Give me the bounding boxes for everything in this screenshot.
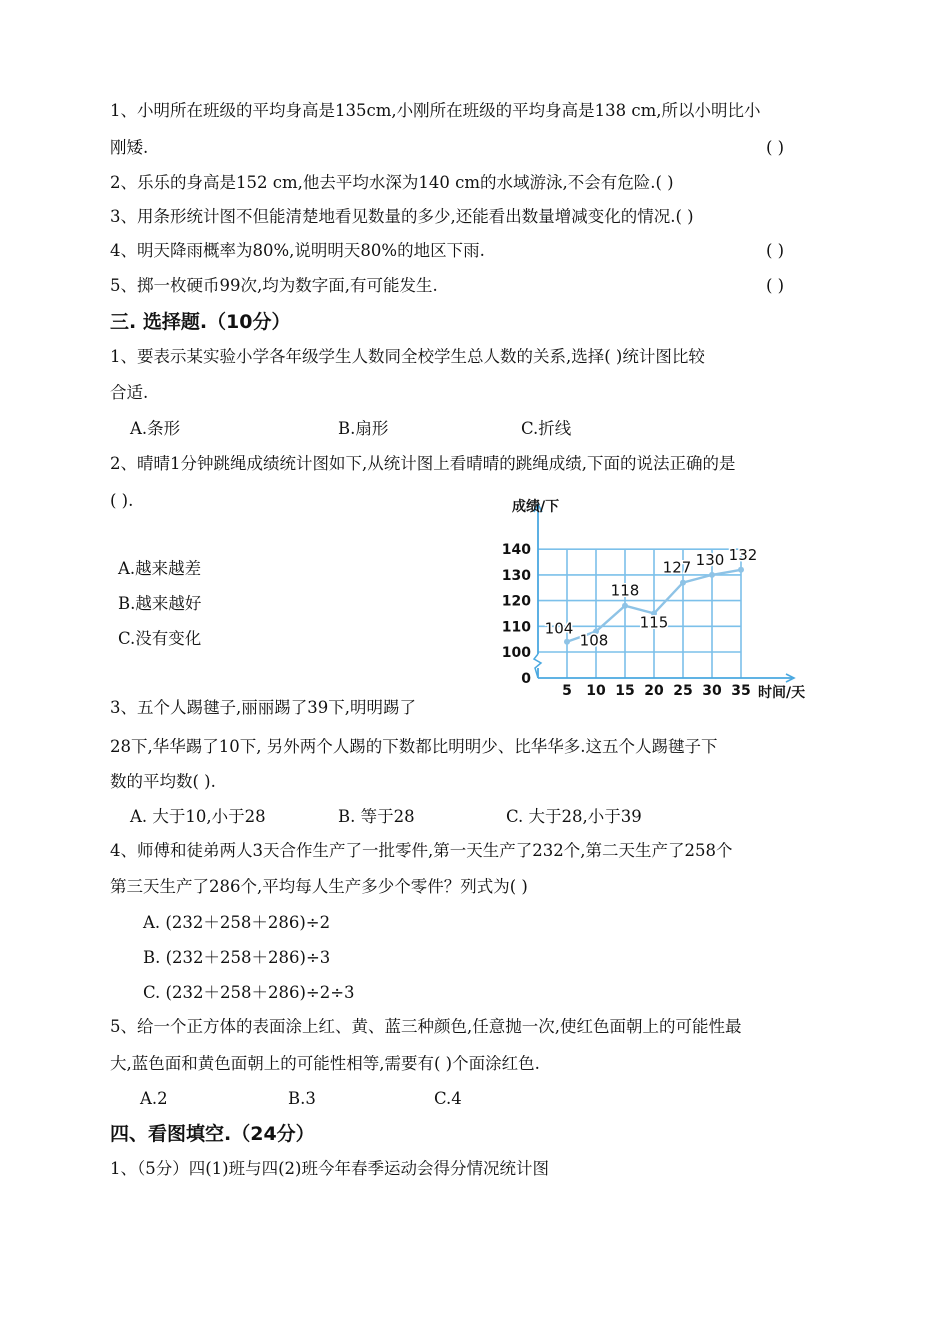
data-point — [680, 580, 686, 586]
y-tick-label: 120 — [501, 593, 531, 610]
data-point — [564, 639, 570, 645]
data-point — [738, 567, 744, 573]
data-label: 130 — [695, 550, 725, 569]
s3-q3-option-a[interactable]: A. 大于10,小于28 — [130, 807, 266, 826]
judge-q5: 5、掷一枚硬币99次,均为数字面,有可能发生. — [110, 276, 438, 295]
x-tick-label: 10 — [586, 683, 606, 699]
s4-q1: 1、（5分）四(1)班与四(2)班今年春季运动会得分情况统计图 — [110, 1159, 549, 1178]
x-tick-label: 5 — [562, 683, 572, 699]
s3-q4-option-b[interactable]: B. (232＋258＋286)÷3 — [143, 948, 331, 967]
s3-q5-option-c[interactable]: C.4 — [434, 1089, 462, 1108]
judge-q4: 4、明天降雨概率为80%,说明明天80%的地区下雨. — [110, 241, 485, 260]
y-axis-label: 成绩/下 — [512, 499, 560, 515]
s3-q1-line2: 合适. — [110, 383, 149, 402]
section4-heading: 四、看图填空.（24分） — [110, 1123, 315, 1145]
judge-q1-line2: 刚矮. — [110, 138, 149, 157]
s3-q5-option-b[interactable]: B.3 — [288, 1089, 316, 1108]
s3-q2-line1: 2、晴晴1分钟跳绳成绩统计图如下,从统计图上看晴晴的跳绳成绩,下面的说法正确的是 — [110, 454, 736, 473]
s3-q2-option-a[interactable]: A.越来越差 — [118, 559, 202, 578]
jump-rope-line-chart — [500, 490, 820, 702]
s3-q2-line2: ( ). — [110, 491, 134, 510]
judge-q5-answer[interactable]: ( ) — [766, 276, 785, 295]
s3-q1-option-c[interactable]: C.折线 — [521, 419, 572, 438]
s3-q5-option-a[interactable]: A.2 — [140, 1089, 168, 1108]
judge-q1-answer[interactable]: ( ) — [766, 138, 785, 157]
s3-q3-option-b[interactable]: B. 等于28 — [338, 807, 415, 826]
data-label: 118 — [610, 581, 640, 600]
s3-q4-line1: 4、师傅和徒弟两人3天合作生产了一批零件,第一天生产了232个,第二天生产了258个 — [110, 841, 733, 860]
s3-q5-line1: 5、给一个正方体的表面涂上红、黄、蓝三种颜色,任意抛一次,使红色面朝上的可能性最 — [110, 1017, 742, 1036]
data-point — [622, 603, 628, 609]
section3-heading: 三. 选择题.（10分） — [110, 311, 291, 333]
data-label: 104 — [544, 619, 574, 638]
data-point — [709, 572, 715, 578]
s3-q3-line2: 28下,华华踢了10下, 另外两个人踢的下数都比明明少、比华华多.这五个人踢毽子下 — [110, 737, 718, 756]
s3-q3-option-c[interactable]: C. 大于28,小于39 — [506, 807, 642, 826]
x-tick-label: 30 — [702, 683, 722, 699]
s3-q1-line1: 1、要表示某实验小学各年级学生人数同全校学生总人数的关系,选择( )统计图比较 — [110, 347, 705, 366]
data-label: 127 — [662, 558, 692, 577]
s3-q4-line2: 第三天生产了286个,平均每人生产多少个零件？列式为( ) — [110, 877, 528, 896]
s3-q3-line3: 数的平均数( ). — [110, 772, 216, 791]
x-tick-label: 35 — [731, 683, 751, 699]
s3-q4-option-a[interactable]: A. (232＋258＋286)÷2 — [143, 913, 331, 932]
x-tick-label: 20 — [644, 683, 664, 699]
data-label: 115 — [639, 613, 669, 632]
y-tick-label: 130 — [501, 567, 531, 584]
s3-q1-option-a[interactable]: A.条形 — [130, 419, 181, 438]
s3-q1-option-b[interactable]: B.扇形 — [338, 419, 389, 438]
data-label: 132 — [728, 545, 758, 564]
y-tick-label: 140 — [501, 542, 531, 559]
s3-q2-option-c[interactable]: C.没有变化 — [118, 629, 202, 648]
judge-q4-answer[interactable]: ( ) — [766, 241, 785, 260]
s3-q2-option-b[interactable]: B.越来越好 — [118, 594, 202, 613]
judge-q2: 2、乐乐的身高是152 cm,他去平均水深为140 cm的水域游泳,不会有危险.( ) — [110, 173, 674, 192]
y-tick-label: 0 — [521, 671, 531, 687]
s3-q4-option-c[interactable]: C. (232＋258＋286)÷2÷3 — [143, 983, 355, 1002]
y-tick-label: 100 — [501, 645, 531, 661]
x-tick-label: 15 — [615, 683, 635, 699]
s3-q5-line2: 大,蓝色面和黄色面朝上的可能性相等,需要有( )个面涂红色. — [110, 1054, 540, 1073]
y-tick-label: 110 — [501, 619, 531, 636]
data-label: 108 — [579, 631, 609, 650]
judge-q3: 3、用条形统计图不但能清楚地看见数量的多少,还能看出数量增减变化的情况.( ) — [110, 207, 694, 226]
judge-q1-line1: 1、小明所在班级的平均身高是135cm,小刚所在班级的平均身高是138 cm,所以小明比小 — [110, 101, 761, 120]
x-tick-label: 25 — [673, 683, 693, 699]
s3-q3-line1: 3、五个人踢毽子,丽丽踢了39下,明明踢了 — [110, 698, 416, 717]
x-axis-label: 时间/天 — [758, 685, 806, 701]
